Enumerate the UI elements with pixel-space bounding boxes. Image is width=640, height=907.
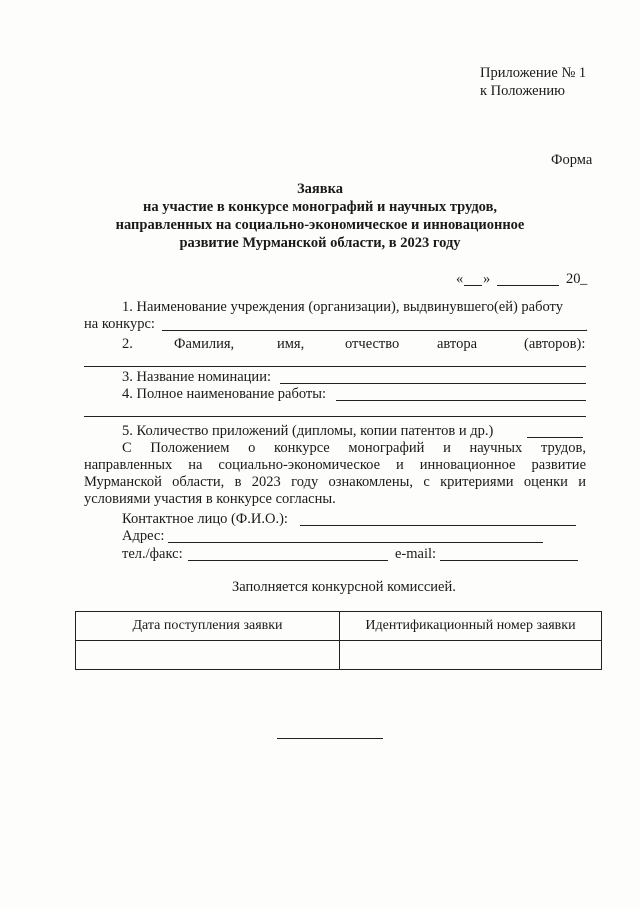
item-2-word-2: имя, xyxy=(277,336,305,352)
work-title-field[interactable] xyxy=(336,400,586,401)
agreement-line-1: С Положением о конкурсе монографий и научных трудов, xyxy=(122,440,586,456)
agreement-line-2: направленных на социально-экономическое и инновационное развитие xyxy=(84,457,586,473)
item-2-num: 2. xyxy=(122,336,133,352)
address-label: Адрес: xyxy=(122,528,165,544)
attachments-count-field[interactable] xyxy=(527,437,583,438)
email-label: e-mail: xyxy=(395,546,437,562)
appendix-label: Приложение № 1 xyxy=(480,65,587,81)
commission-table xyxy=(75,611,602,670)
contact-label: Контактное лицо (Ф.И.О.): xyxy=(122,511,288,527)
item-5-label: 5. Количество приложений (дипломы, копии патентов и др.) xyxy=(122,423,494,439)
date-month-blank[interactable] xyxy=(497,285,559,286)
agreement-line-3: Мурманской области, в 2023 году ознакомлены, с критериями оценки и xyxy=(84,474,586,490)
item-1-label: на конкурс: xyxy=(84,316,155,332)
item-1-text: 1. Наименование учреждения (организации), выдвинувшего(ей) работу xyxy=(122,299,563,315)
date-year-suffix: _ xyxy=(580,271,588,287)
table-header-row xyxy=(76,612,602,641)
item-2-word-5: (авторов): xyxy=(524,336,586,352)
author-field[interactable] xyxy=(84,366,586,367)
title-line-4: развитие Мурманской области, в 2023 году xyxy=(179,235,461,251)
table-header-id: Идентификационный номер заявки xyxy=(340,612,602,641)
title-line-2: на участие в конкурсе монографий и научных трудов, xyxy=(142,199,498,215)
nomination-field[interactable] xyxy=(280,383,586,384)
work-title-field-2[interactable] xyxy=(84,416,586,417)
commission-note: Заполняется конкурсной комиссией. xyxy=(232,579,456,595)
application-id-cell[interactable] xyxy=(340,641,602,670)
item-2-word-3: отчество xyxy=(345,336,400,352)
date-year-prefix: 20 xyxy=(566,271,581,287)
date-open-quote: « xyxy=(456,271,464,287)
title-line-1: Заявка xyxy=(297,181,343,197)
form-label: Форма xyxy=(551,152,593,168)
item-4-label: 4. Полное наименование работы: xyxy=(122,386,326,402)
item-2-word-4: автора xyxy=(437,336,478,352)
organization-field[interactable] xyxy=(162,330,586,331)
table-row xyxy=(76,641,602,670)
phone-label: тел./факс: xyxy=(122,546,183,562)
regulation-label: к Положению xyxy=(480,83,565,99)
item-3-label: 3. Название номинации: xyxy=(122,369,271,385)
date-close-quote: » xyxy=(483,271,491,287)
item-2-word-1: Фамилия, xyxy=(174,336,235,352)
contact-field[interactable] xyxy=(300,525,576,526)
email-field[interactable] xyxy=(440,560,578,561)
date-day-blank[interactable] xyxy=(464,285,482,286)
phone-field[interactable] xyxy=(188,560,388,561)
title-line-3: направленных на социально-экономическое и инновационное xyxy=(115,217,525,233)
agreement-line-4: условиями участия в конкурсе согласны. xyxy=(84,491,336,507)
table-header-date: Дата поступления заявки xyxy=(76,612,340,641)
address-field[interactable] xyxy=(168,542,543,543)
date-received-cell[interactable] xyxy=(76,641,340,670)
punct-1: . xyxy=(585,320,588,334)
closing-rule xyxy=(277,738,383,739)
